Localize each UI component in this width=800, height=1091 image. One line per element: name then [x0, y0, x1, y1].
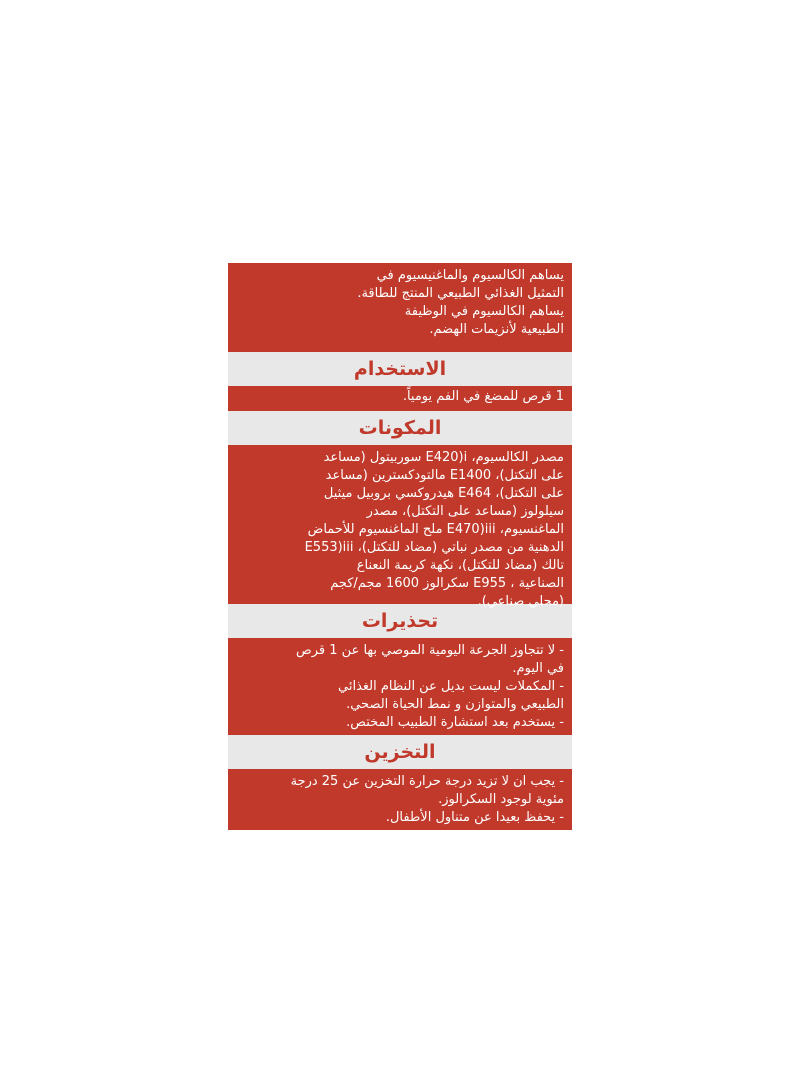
storage-block — [228, 769, 572, 830]
product-info-panel — [228, 263, 572, 830]
usage-block — [228, 386, 572, 411]
ingredients-block — [228, 445, 572, 609]
warnings-line: - المكملات ليست بديل عن النظام الغذائي — [338, 679, 564, 694]
ingredients-line: تالك (مضاد للتكتل)، نكهة كريمة النعناع — [356, 558, 564, 573]
storage-line: مئوية لوجود السكرالوز. — [438, 792, 564, 807]
warnings-line: في اليوم. — [512, 661, 564, 676]
usage-heading: الاستخدام — [228, 352, 572, 386]
ingredients-line: مصدر الكالسيوم، E420)i سوربيتول (مساعد — [323, 450, 564, 465]
intro-line: التمثيل الغذائي الطبيعي المنتج للطاقة. — [357, 286, 564, 301]
storage-line: - يحفظ بعيدا عن متناول الأطفال. — [385, 810, 564, 825]
intro-line: الطبيعية لأنزيمات الهضم. — [429, 322, 564, 337]
intro-block — [228, 263, 572, 352]
ingredients-line: الصناعية ، E955 سكرالوز 1600 مجم/كجم — [330, 576, 564, 591]
warnings-line: الطبيعي والمتوازن و نمط الحياة الصحي. — [346, 697, 564, 712]
warnings-line: - لا تتجاوز الجرعة اليومية الموصي بها عن 1 قرص — [296, 643, 564, 658]
ingredients-line: (محلي صناعي). — [477, 594, 564, 609]
intro-line: يساهم الكالسيوم في الوظيفة — [404, 304, 564, 319]
warnings-line: - يستخدم بعد استشارة الطبيب المختص. — [346, 715, 564, 730]
ingredients-line: على التكتل)، E1400 مالتودكسترين (مساعد — [325, 468, 564, 483]
ingredients-line: الماغنسيوم، E470)iii ملح الماغنسيوم للأحماض — [307, 522, 564, 537]
usage-text: 1 قرص للمضغ في الفم يومياً. — [402, 389, 564, 404]
ingredients-line: الدهنية من مصدر نباتي (مضاد للتكتل)، E553)iii — [304, 540, 564, 555]
warnings-block — [228, 638, 572, 735]
storage-line: - يجب ان لا تزيد درجة حرارة التخزين عن 25 درجة — [290, 774, 564, 789]
storage-heading: التخزين — [228, 735, 572, 769]
intro-line: يساهم الكالسيوم والماغنيسيوم في — [376, 268, 564, 283]
ingredients-heading: المكونات — [228, 411, 572, 445]
ingredients-line: سيلولوز (مساعد على التكتل)، مصدر — [366, 504, 564, 519]
warnings-heading: تحذيرات — [228, 604, 572, 638]
ingredients-line: على التكتل)، E464 هيدروكسي بروبيل ميثيل — [323, 486, 564, 501]
